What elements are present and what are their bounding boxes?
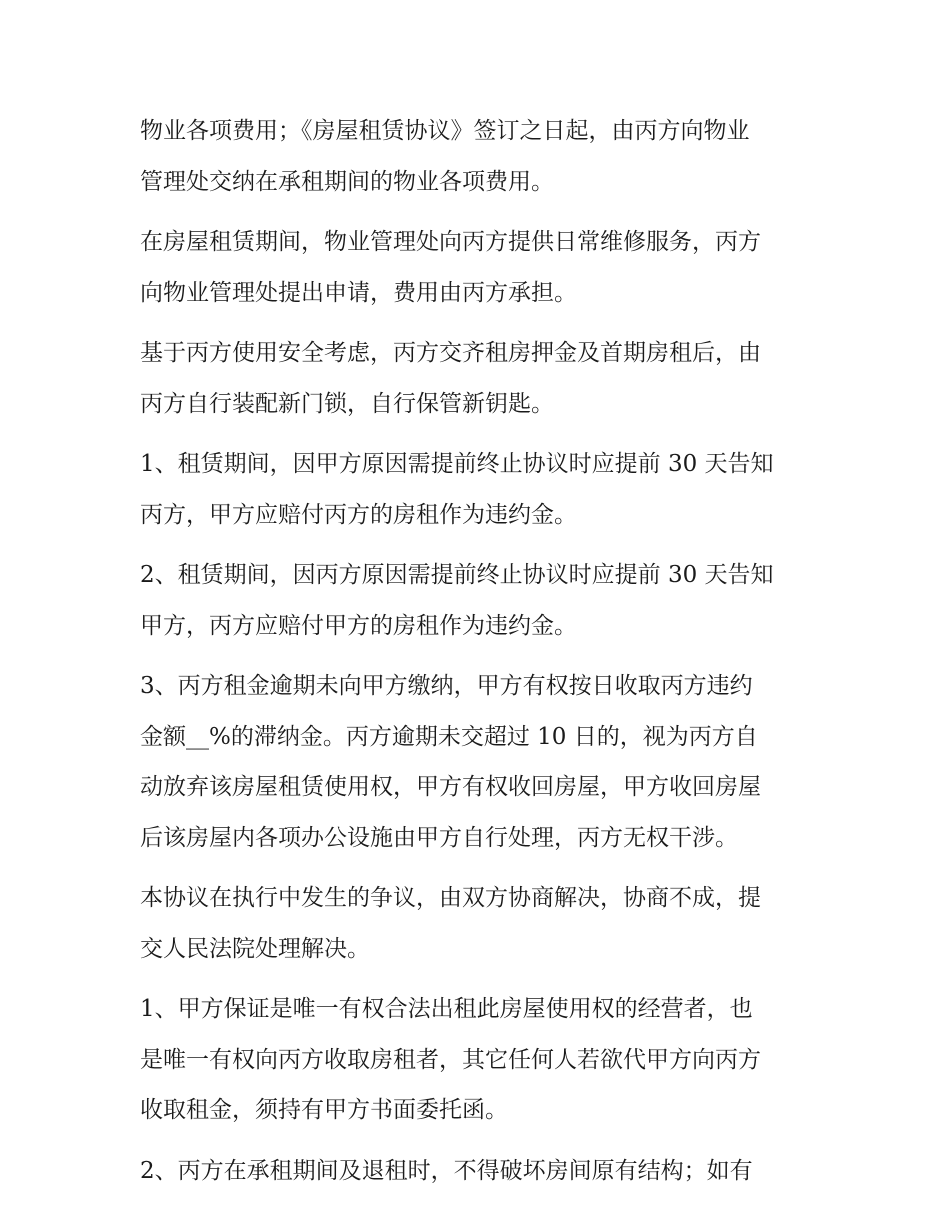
paragraph-maintenance xyxy=(140,217,820,318)
paragraph-landlord-guarantee xyxy=(140,984,820,1136)
text-line: 交人民法院处理解决。 xyxy=(140,935,370,962)
text-line: 动放弃该房屋租赁使用权，甲方有权收回房屋，甲方收回房屋 xyxy=(140,774,761,800)
text-line: 后该房屋内各项办公设施由甲方自行处理，丙方无权干涉。 xyxy=(140,824,738,851)
text-line: 2、租赁期间，因丙方原因需提前终止协议时应提前 30 天告知 xyxy=(140,562,774,588)
text-line: 1、租赁期间，因甲方原因需提前终止协议时应提前 30 天告知 xyxy=(140,451,774,477)
text-line: 本协议在执行中发生的争议，由双方协商解决，协商不成，提 xyxy=(140,885,761,911)
paragraph-dispute-resolution xyxy=(140,873,820,974)
text-line: 物业各项费用；《房屋租赁协议》签订之日起，由丙方向物业 xyxy=(140,118,750,144)
document-body xyxy=(140,106,820,1206)
text-line: 2、丙方在承租期间及退租时，不得破坏房间原有结构；如有 xyxy=(140,1157,753,1184)
text-line: 1、甲方保证是唯一有权合法出租此房屋使用权的经营者，也 xyxy=(140,996,753,1022)
paragraph-door-lock xyxy=(140,328,820,429)
paragraph-clause-3-late-payment xyxy=(140,661,820,863)
text-line: 在房屋租赁期间，物业管理处向丙方提供日常维修服务，丙方 xyxy=(140,229,761,255)
text-line: 管理处交纳在承租期间的物业各项费用。 xyxy=(140,168,554,195)
text-line: 向物业管理处提出申请，费用由丙方承担。 xyxy=(140,279,577,306)
paragraph-tenant-obligations xyxy=(140,1146,820,1197)
text-line: 3、丙方租金逾期未向甲方缴纳，甲方有权按日收取丙方违约 xyxy=(140,673,753,699)
text-line: 是唯一有权向丙方收取房租者，其它任何人若欲代甲方向丙方 xyxy=(140,1046,761,1073)
text-line: 基于丙方使用安全考虑，丙方交齐租房押金及首期房租后，由 xyxy=(140,340,761,366)
paragraph-clause-2-tenant-termination xyxy=(140,550,820,651)
text-line: 收取租金，须持有甲方书面委托函。 xyxy=(140,1097,508,1123)
paragraph-clause-1-landlord-termination xyxy=(140,439,820,540)
text-line: 金额__%的滞纳金。丙方逾期未交超过 10 日的，视为丙方自 xyxy=(140,723,758,750)
text-line: 丙方，甲方应赔付丙方的房租作为违约金。 xyxy=(140,501,577,528)
paragraph-property-fees xyxy=(140,106,820,207)
text-line: 丙方自行装配新门锁，自行保管新钥匙。 xyxy=(140,390,554,417)
text-line: 甲方，丙方应赔付甲方的房租作为违约金。 xyxy=(140,612,577,639)
